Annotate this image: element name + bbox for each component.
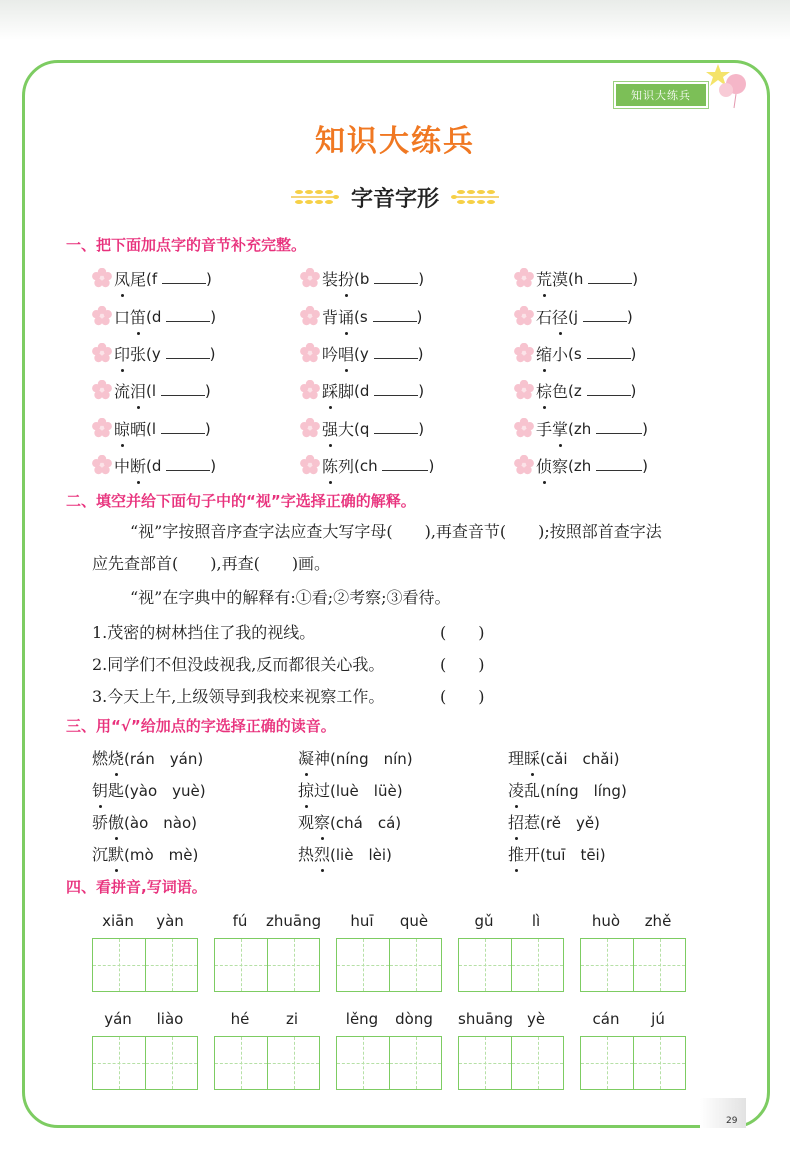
pinyin-label: liào [156,1010,184,1028]
grid-cell[interactable] [145,1037,197,1089]
page-number: 29 [726,1116,738,1126]
syllable-blank[interactable]: (d ) [146,307,217,326]
syllable-blank[interactable]: (l ) [146,381,211,400]
subtitle-banner [0,180,790,214]
pinyin-label: cán [592,1010,620,1028]
writing-grid[interactable] [214,938,320,992]
grid-cell[interactable] [581,1037,633,1089]
reading-choice[interactable]: 凌乱(níng líng) [508,778,627,801]
grid-cell[interactable] [389,939,441,991]
phonetic-item [92,266,212,290]
phonetic-item [92,304,216,328]
writing-grid[interactable] [580,1036,686,1090]
syllable-blank[interactable]: (y ) [354,344,424,363]
phonetic-item [514,266,638,290]
dotted-char: 陈 [322,454,338,477]
syllable-blank[interactable]: (zh ) [568,456,648,475]
pinyin-label: xiān [102,912,134,930]
pinyin-label: què [399,912,429,930]
pinyin-options: (níng líng) [540,782,627,800]
phonetic-item [514,453,648,477]
word: 侦察 [536,454,568,477]
grid-cell[interactable] [459,1037,511,1089]
grid-cell[interactable] [267,1037,319,1089]
flower-icon [92,418,112,438]
flower-icon [300,343,320,363]
dotted-char: 断 [130,454,146,477]
section1-heading: 一、把下面加点字的音节补充完整。 [66,236,307,254]
dotted-char: 印 [114,342,130,365]
writing-grid[interactable] [92,938,198,992]
section2-para1-line1: “视”字按照音序查字法应查大写字母( ),再查音节( );按照部首查字法 [130,522,662,541]
dotted-char: 唱 [338,342,354,365]
word: 缩小 [536,342,568,365]
phonetic-item [514,416,648,440]
syllable-blank[interactable]: (b ) [354,269,425,288]
flower-icon [300,380,320,400]
reading-choice[interactable]: 凝神(níng nín) [298,746,413,769]
pinyin-label: zhě [644,912,672,930]
flower-icon [92,268,112,288]
dotted-char: 缩 [536,342,552,365]
dotted-char: 泪 [130,379,146,402]
pinyin-options: (ào nào) [124,814,197,832]
word: 晾晒 [114,417,146,440]
dotted-char: 诵 [338,305,354,328]
pinyin-label: jú [651,1010,665,1028]
writing-grid[interactable] [336,938,442,992]
phonetic-item [300,304,422,328]
pinyin-label: huī [350,912,374,930]
reading-choice[interactable]: 招惹(rě yě) [508,810,600,833]
reading-choice[interactable]: 掠过(luè lüè) [298,778,403,801]
grid-cell[interactable] [93,1037,145,1089]
reading-choice[interactable]: 推开(tuī tēi) [508,842,606,865]
dotted-char: 强 [322,417,338,440]
grid-cell[interactable] [511,1037,563,1089]
pinyin-label: huò [591,912,621,930]
writing-grid[interactable] [336,1036,442,1090]
dotted-char: 凤 [114,267,130,290]
dotted-char: 察 [314,810,330,833]
dotted-char: 凝 [298,746,314,769]
pinyin-options: (rě yě) [540,814,600,832]
reading-choice[interactable]: 沉默(mò mè) [92,842,198,865]
section4-heading: 四、看拼音,写词语。 [66,878,207,896]
page-corner [700,1098,746,1128]
pinyin-label: yè [526,1010,546,1028]
word: 踩脚 [322,379,354,402]
flower-icon [92,455,112,475]
reading-choice[interactable]: 热烈(liè lèi) [298,842,392,865]
reading-choice[interactable]: 观察(chá cá) [298,810,401,833]
flower-icon [300,455,320,475]
phonetic-item [92,378,211,402]
flower-icon [514,418,534,438]
pinyin-options: (tuī tēi) [540,846,606,864]
flower-icon [300,306,320,326]
phonetic-item [92,453,216,477]
pinyin-label: gǔ [474,912,494,930]
flower-icon [300,418,320,438]
grid-cell[interactable] [511,939,563,991]
pinyin-options: (yào yuè) [124,782,206,800]
pinyin-label: fú [232,912,248,930]
writing-grid[interactable] [458,938,564,992]
dotted-char: 掠 [298,778,314,801]
grid-cell[interactable] [633,1037,685,1089]
grid-cell[interactable] [581,939,633,991]
answer-paren-1[interactable]: ( ) [440,623,485,642]
pinyin-label: zi [285,1010,299,1028]
syllable-blank[interactable]: (zh ) [568,419,648,438]
grid-cell[interactable] [215,939,267,991]
reading-choice[interactable]: 钥匙(yào yuè) [92,778,206,801]
section2-heading: 二、填空并给下面句子中的“视”字选择正确的解释。 [66,492,416,510]
syllable-blank[interactable]: (z ) [568,381,637,400]
flower-icon [514,268,534,288]
writing-grid[interactable] [458,1036,564,1090]
word: 背诵 [322,305,354,328]
phonetic-item [300,266,424,290]
syllable-blank[interactable]: (s ) [354,307,423,326]
word: 手掌 [536,417,568,440]
pinyin-options: (níng nín) [330,750,413,768]
grid-cell[interactable] [215,1037,267,1089]
pinyin-options: (chá cá) [330,814,402,832]
balloon-star-icon [700,60,760,110]
dotted-char: 棕 [536,379,552,402]
syllable-blank[interactable]: (ch ) [354,456,435,475]
writing-grid[interactable] [580,938,686,992]
top-strip [0,0,790,40]
phonetic-item [514,341,636,365]
reading-choice[interactable]: 理睬(cǎi chǎi) [508,746,619,769]
reading-choice[interactable]: 燃烧(rán yán) [92,746,203,769]
dotted-char: 烧 [108,746,124,769]
phonetic-item [300,378,424,402]
word: 口笛 [114,305,146,328]
phonetic-item [92,341,215,365]
dotted-char: 侦 [536,454,552,477]
grid-cell[interactable] [633,939,685,991]
grid-cell[interactable] [145,939,197,991]
syllable-blank[interactable]: (d ) [146,456,217,475]
pinyin-label: yán [104,1010,132,1028]
pinyin-label: shuāng [458,1010,514,1028]
word: 流泪 [114,379,146,402]
pinyin-label: lì [531,912,541,930]
flower-icon [92,343,112,363]
syllable-blank[interactable]: (d ) [354,381,425,400]
word: 石径 [536,305,568,328]
grid-cell[interactable] [267,939,319,991]
page-title: 知识大练兵 [315,124,475,159]
pinyin-options: (mò mè) [124,846,199,864]
section-subtitle: 字音字形 [350,186,439,212]
syllable-blank[interactable]: (f ) [146,269,212,288]
flower-icon [300,268,320,288]
sentence-3: 3.今天上午,上级领导到我校来视察工作。 [92,687,385,706]
word: 装扮 [322,267,354,290]
word: 凤尾 [114,267,146,290]
phonetic-item [514,304,633,328]
dotted-char: 扮 [338,267,354,290]
dotted-char: 径 [552,305,568,328]
word: 印张 [114,342,146,365]
phonetic-item [92,416,211,440]
word: 强大 [322,417,354,440]
flower-icon [514,455,534,475]
syllable-blank[interactable]: (l ) [146,419,211,438]
pinyin-options: (liè lèi) [330,846,392,864]
dotted-char: 荒 [536,267,552,290]
answer-paren-2[interactable]: ( ) [440,655,485,674]
dotted-char: 掌 [552,417,568,440]
grid-cell[interactable] [337,939,389,991]
flower-icon [92,380,112,400]
syllable-blank[interactable]: (q ) [354,419,425,438]
dotted-char: 招 [508,810,524,833]
dotted-char: 傲 [108,810,124,833]
syllable-blank[interactable]: (s ) [568,344,637,363]
dotted-char: 晾 [114,417,130,440]
corner-tag: 知识大练兵 [614,82,708,108]
wheat-left-icon [289,186,339,208]
writing-grid[interactable] [214,1036,320,1090]
grid-cell[interactable] [337,1037,389,1089]
pinyin-options: (luè lüè) [330,782,403,800]
flower-icon [514,343,534,363]
phonetic-item [300,341,423,365]
dotted-char: 烈 [314,842,330,865]
sentence-2: 2.同学们不但没歧视我,反而都很关心我。 [92,655,385,674]
phonetic-item [300,416,424,440]
grid-cell[interactable] [459,939,511,991]
dotted-char: 睬 [524,746,540,769]
dotted-char: 默 [108,842,124,865]
word: 棕色 [536,379,568,402]
sentence-1: 1.茂密的树林挡住了我的视线。 [92,623,316,642]
word: 陈列 [322,454,354,477]
syllable-blank[interactable]: (h ) [568,269,639,288]
pinyin-options: (cǎi chǎi) [540,750,620,768]
dotted-char: 凌 [508,778,524,801]
dotted-char: 钥 [92,778,108,801]
phonetic-item [300,453,434,477]
flower-icon [514,380,534,400]
dotted-char: 踩 [322,379,338,402]
word: 中断 [114,454,146,477]
section3-heading: 三、用“√”给加点的字选择正确的读音。 [66,717,336,735]
syllable-blank[interactable]: (j ) [568,307,633,326]
grid-cell[interactable] [93,939,145,991]
grid-cell[interactable] [389,1037,441,1089]
dotted-char: 笛 [130,305,146,328]
pinyin-options: (rán yán) [124,750,204,768]
pinyin-label: yàn [156,912,184,930]
wheat-right-icon [451,186,501,208]
writing-grid[interactable] [92,1036,198,1090]
pinyin-label: hé [230,1010,250,1028]
section2-para1-line2: 应先查部首( ),再查( )画。 [92,554,331,573]
dotted-char: 推 [508,842,524,865]
answer-paren-3[interactable]: ( ) [440,687,485,706]
flower-icon [514,306,534,326]
pinyin-label: lěng [345,1010,379,1028]
syllable-blank[interactable]: (y ) [146,344,216,363]
flower-icon [92,306,112,326]
pinyin-label: dòng [395,1010,433,1028]
word: 吟唱 [322,342,354,365]
word: 荒漠 [536,267,568,290]
section2-para2: “视”在字典中的解释有:①看;②考察;③看待。 [130,588,451,607]
phonetic-item [514,378,636,402]
pinyin-label: zhuāng [266,912,322,930]
reading-choice[interactable]: 骄傲(ào nào) [92,810,197,833]
